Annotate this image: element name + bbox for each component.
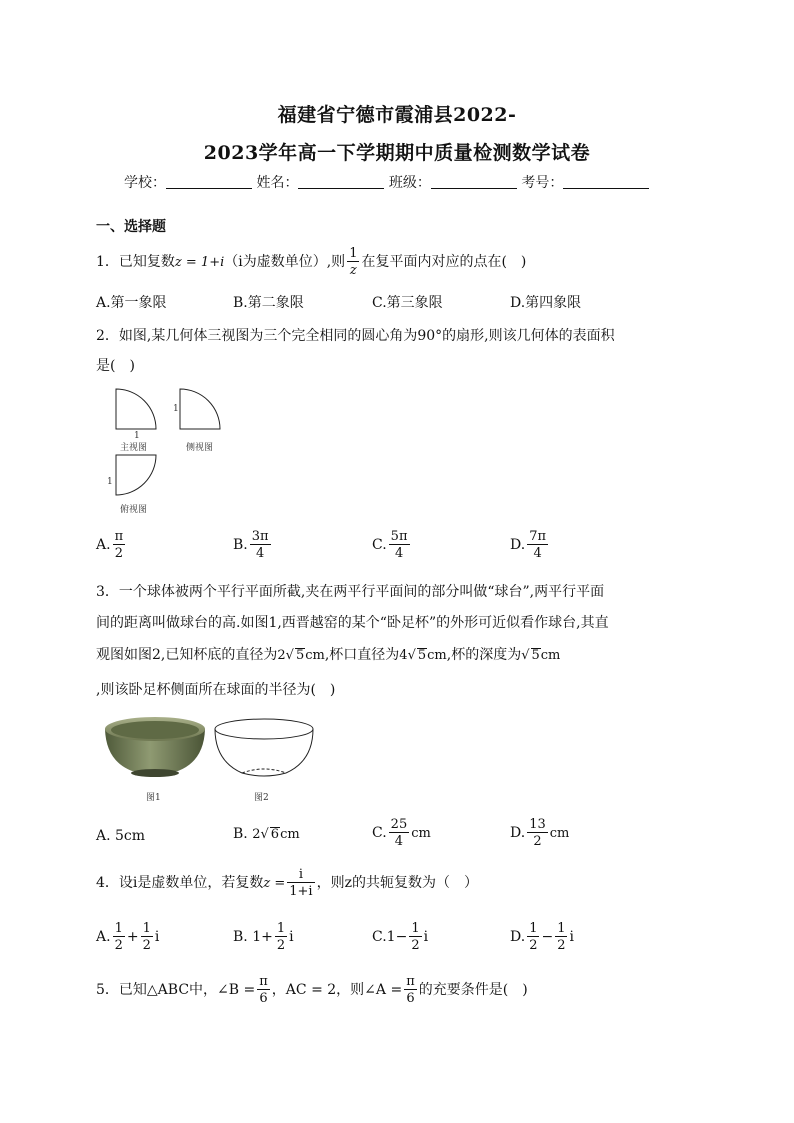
q3-d-num: 13 bbox=[529, 817, 546, 832]
q4-c-n2: 1 bbox=[411, 921, 420, 936]
q3-d2-unit: cm bbox=[427, 648, 447, 663]
q2-b-num: 3π bbox=[251, 529, 269, 544]
q4-b-n2: 1 bbox=[276, 921, 286, 936]
section-heading: 一、选择题 bbox=[96, 219, 166, 235]
q4-text-start: 4．设i是虚数单位，若复数 bbox=[96, 875, 264, 891]
q3-d-unit: cm bbox=[549, 826, 570, 841]
page-title-line1: 福建省宁德市霞浦县2022- bbox=[277, 104, 517, 126]
class-blank[interactable] bbox=[431, 174, 517, 189]
question-3-line2: 间的距离叫做球台的高.如图1,西晋越窑的某个“卧足杯”的外形可近似看作球台,其直 bbox=[96, 615, 609, 631]
figure-1-caption: 图1 bbox=[146, 793, 161, 803]
q3-d3-rad: 5 bbox=[531, 648, 540, 663]
q4-option-c[interactable]: C.1− $\frac{1}{2}$ i bbox=[372, 921, 429, 953]
q3-text-c: ,杯的深度为 bbox=[446, 647, 522, 663]
q3-d2-rad: 5 bbox=[417, 648, 427, 663]
q3-b-coef: 2 bbox=[252, 827, 261, 842]
q3-c-unit: cm bbox=[411, 826, 431, 841]
q5-text-end: 的充要条件是( ) bbox=[418, 982, 528, 998]
q3-d3: √ 5cm bbox=[521, 648, 561, 663]
question-4 bbox=[96, 868, 478, 898]
q3-option-d-label: D. bbox=[510, 825, 526, 841]
class-label: 班级： bbox=[388, 175, 431, 191]
q4-option-d[interactable]: D. $\frac{1}{2}$ − $\frac{1}{2}$ i bbox=[510, 921, 574, 953]
q3-d1-unit: cm bbox=[305, 648, 325, 663]
figure-2-caption: 图2 bbox=[254, 793, 269, 803]
q4-a-n1: 1 bbox=[114, 921, 123, 936]
q4-c-d2: 2 bbox=[411, 938, 420, 953]
q1-text-mid: （i为虚数单位）,则 bbox=[224, 254, 346, 270]
question-2-line2: 是( ) bbox=[96, 358, 135, 374]
bowl-photo bbox=[102, 713, 208, 783]
q3-b-rad: 6 bbox=[270, 827, 280, 842]
q4-c-pre: 1− bbox=[386, 929, 408, 945]
question-3-line4: ,则该卧足杯侧面所在球面的半径为( ) bbox=[96, 682, 336, 698]
q4-c-label: C. bbox=[372, 929, 387, 945]
q2-a-den: 2 bbox=[114, 546, 123, 561]
q4-b-label: B. bbox=[233, 929, 248, 945]
q2-d-num: 7π bbox=[529, 529, 547, 544]
bowl-base-back bbox=[242, 769, 286, 773]
front-view-dim: 1 bbox=[134, 431, 140, 441]
q2-d-den: 4 bbox=[533, 546, 542, 561]
q3-c-num: 25 bbox=[390, 817, 408, 832]
q4-b-d2: 2 bbox=[276, 938, 286, 953]
q4-frac-den: 1+i bbox=[289, 884, 313, 899]
q2-a-num: π bbox=[114, 529, 124, 544]
top-view-dim: 1 bbox=[107, 477, 113, 487]
question-2-line1: 2．如图,某几何体三视图为三个完全相同的圆心角为90°的扇形,则该几何体的表面积 bbox=[96, 328, 615, 344]
question-3-line1: 3．一个球体被两个平行平面所截,夹在两平行平面间的部分叫做“球台”,两平行平面 bbox=[96, 584, 605, 600]
q3-d2: 4√ 5cm bbox=[399, 648, 447, 663]
bowl-inside bbox=[111, 721, 199, 739]
q1-frac-den: z bbox=[349, 263, 357, 278]
top-view-sector bbox=[116, 455, 156, 495]
side-view-sector bbox=[180, 389, 220, 429]
question-5 bbox=[96, 975, 528, 1005]
q4-d-n2: 1 bbox=[557, 921, 566, 936]
q3-option-c-label: C. bbox=[372, 825, 387, 841]
name-label: 姓名： bbox=[256, 175, 299, 191]
q3-option-c[interactable] bbox=[372, 818, 431, 848]
q1-option-b[interactable]: B.第二象限 bbox=[233, 295, 304, 311]
page-title-line2: 2023学年高一下学期期中质量检测数学试卷 bbox=[203, 142, 591, 164]
q1-option-c[interactable]: C.第三象限 bbox=[372, 295, 443, 311]
side-view-label: 侧视图 bbox=[186, 443, 214, 453]
question-1 bbox=[96, 247, 526, 277]
q1-text-start: 1．已知复数 bbox=[96, 254, 175, 270]
q4-a-label: A. bbox=[96, 929, 111, 945]
q2-c-num: 5π bbox=[390, 529, 408, 544]
q1-option-d[interactable]: D.第四象限 bbox=[510, 295, 582, 311]
bowl-rim-ellipse bbox=[215, 719, 313, 739]
q3-b-unit: cm bbox=[280, 827, 300, 842]
q4-a-d2: 2 bbox=[142, 938, 151, 953]
q5-d2: 6 bbox=[406, 991, 415, 1006]
q2-option-d-label: D. bbox=[510, 537, 526, 553]
bowl-base-front bbox=[242, 773, 286, 776]
q3-option-b-label: B. bbox=[233, 826, 248, 842]
q3-d-den: 2 bbox=[533, 834, 542, 849]
q1-text-tail: 在复平面内对应的点在( ) bbox=[361, 254, 527, 270]
q3-d3-unit: cm bbox=[540, 648, 561, 663]
q5-n1: π bbox=[259, 974, 268, 989]
q5-d1: 6 bbox=[259, 991, 268, 1006]
q4-d-d1: 2 bbox=[529, 938, 538, 953]
q2-option-c[interactable] bbox=[372, 530, 412, 560]
q5-text-start: 5．已知△ABC中，∠B = bbox=[96, 982, 256, 998]
q3-option-a[interactable]: A. 5cm bbox=[96, 828, 146, 844]
q4-option-b[interactable]: B. 1+ $\frac{1}{2}$ i bbox=[233, 921, 294, 953]
q1-z-expr: z = 1+i bbox=[174, 255, 225, 270]
q3-text-b: ,杯口直径为 bbox=[324, 647, 400, 663]
bowl-diagram bbox=[212, 717, 316, 783]
q3-d1-coef: 2 bbox=[277, 648, 286, 663]
q4-zeq: z = bbox=[263, 876, 286, 891]
school-label: 学校： bbox=[124, 175, 166, 191]
q2-option-a-label: A. bbox=[96, 537, 111, 553]
q4-b-pre: 1+ bbox=[252, 929, 273, 945]
q2-option-a[interactable] bbox=[96, 530, 127, 560]
q2-option-c-label: C. bbox=[372, 537, 387, 553]
q3-d1-rad: 5 bbox=[295, 648, 305, 663]
name-blank[interactable] bbox=[298, 174, 384, 189]
q4-d-d2: 2 bbox=[557, 938, 566, 953]
q4-d-label: D. bbox=[510, 929, 526, 945]
q3-text-a: 观图如图2,已知杯底的直径为 bbox=[96, 647, 278, 663]
school-blank[interactable] bbox=[166, 174, 252, 189]
q4-d-op: − bbox=[541, 929, 554, 945]
question-3-line3 bbox=[96, 644, 560, 664]
q1-option-a[interactable]: A.第一象限 bbox=[96, 295, 167, 311]
q5-n2: π bbox=[406, 974, 415, 989]
q2-b-den: 4 bbox=[256, 546, 265, 561]
q5-text-mid: ，AC = 2，则∠A = bbox=[271, 982, 403, 998]
q1-frac-num: 1 bbox=[349, 246, 358, 261]
q4-frac-num: i bbox=[287, 868, 314, 883]
q4-a-n2: 1 bbox=[142, 921, 151, 936]
front-view-label: 主视图 bbox=[120, 443, 148, 453]
bowl-foot bbox=[131, 769, 179, 777]
q2-option-d[interactable] bbox=[510, 530, 550, 560]
q3-d1: 2√ 5cm bbox=[277, 648, 325, 663]
q4-a-op: + bbox=[126, 929, 139, 945]
front-view-sector bbox=[116, 389, 156, 429]
top-view-label: 俯视图 bbox=[120, 505, 148, 515]
q4-a-d1: 2 bbox=[114, 938, 123, 953]
q4-option-a[interactable]: A. $\frac{1}{2}$ + $\frac{1}{2}$ i bbox=[96, 921, 160, 953]
q3-d2-coef: 4 bbox=[399, 648, 408, 663]
q3-c-den: 4 bbox=[394, 834, 404, 849]
q4-text-end: ，则z的共轭复数为（ ） bbox=[316, 875, 478, 891]
q3-option-b[interactable]: B. 2√ 6cm bbox=[233, 826, 300, 842]
q4-d-n1: 1 bbox=[529, 921, 538, 936]
student-info-line bbox=[124, 172, 649, 192]
q2-c-den: 4 bbox=[394, 546, 404, 561]
q1-fraction bbox=[347, 247, 359, 277]
number-label: 考号： bbox=[521, 175, 564, 191]
number-blank[interactable] bbox=[563, 174, 649, 189]
q2-option-b-label: B. bbox=[233, 537, 248, 553]
q3-option-d[interactable] bbox=[510, 818, 569, 848]
side-view-dim: 1 bbox=[173, 404, 179, 414]
q2-option-b[interactable] bbox=[233, 530, 273, 560]
